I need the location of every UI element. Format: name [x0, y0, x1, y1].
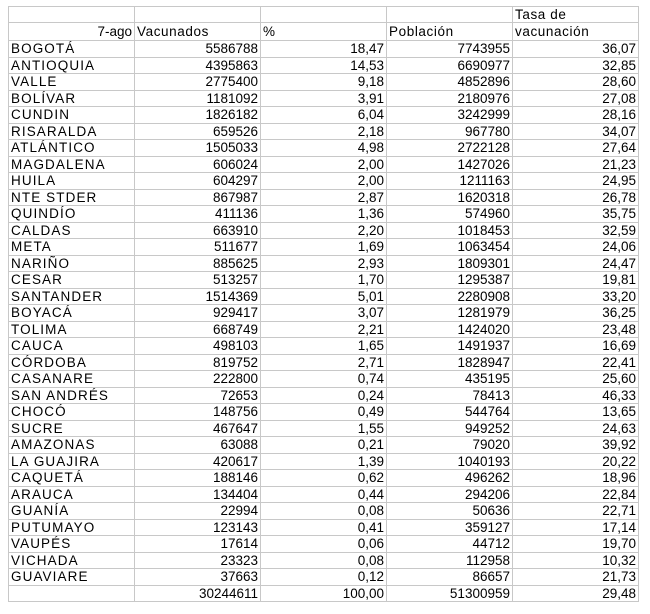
vacunados-cell[interactable]: 867987 [135, 189, 261, 206]
vacunados-cell[interactable]: 123143 [135, 519, 261, 536]
table-row [9, 371, 639, 388]
pct-cell[interactable]: 3,91 [261, 90, 387, 107]
department-cell[interactable]: ANTIOQUIA [9, 57, 135, 74]
department-cell[interactable]: LA GUAJIRA [9, 453, 135, 470]
table-body [9, 41, 639, 602]
table-row [9, 140, 639, 157]
tasa-cell[interactable]: 39,92 [513, 437, 639, 454]
department-cell[interactable]: GUAVIARE [9, 569, 135, 586]
pct-cell[interactable]: 0,08 [261, 503, 387, 520]
department-cell[interactable]: ATLÁNTICO [9, 140, 135, 157]
table-row [9, 206, 639, 223]
department-cell[interactable]: PUTUMAYO [9, 519, 135, 536]
pct-cell[interactable]: 0,74 [261, 371, 387, 388]
pct-cell[interactable]: 2,20 [261, 222, 387, 239]
poblacion-cell[interactable]: 2280908 [387, 288, 513, 305]
department-cell[interactable]: VICHADA [9, 552, 135, 569]
poblacion-cell[interactable]: 574960 [387, 206, 513, 223]
pct-cell[interactable]: 1,36 [261, 206, 387, 223]
tasa-cell[interactable]: 24,06 [513, 239, 639, 256]
table-row [9, 437, 639, 454]
department-cell[interactable]: VAUPÉS [9, 536, 135, 553]
header-cell-empty[interactable] [135, 7, 261, 23]
department-cell[interactable]: GUANÍA [9, 503, 135, 520]
total-pct-cell[interactable]: 100,00 [261, 585, 387, 602]
poblacion-cell[interactable]: 7743955 [387, 41, 513, 58]
poblacion-cell[interactable]: 78413 [387, 387, 513, 404]
vacunados-cell[interactable]: 148756 [135, 404, 261, 421]
vacunados-cell[interactable]: 511677 [135, 239, 261, 256]
department-cell[interactable]: BOYACÁ [9, 305, 135, 322]
header-pct[interactable]: % [261, 23, 387, 41]
table-row [9, 453, 639, 470]
header-cell-empty[interactable] [261, 7, 387, 23]
tasa-cell[interactable]: 22,71 [513, 503, 639, 520]
poblacion-cell[interactable]: 1063454 [387, 239, 513, 256]
pct-cell[interactable]: 2,18 [261, 123, 387, 140]
vacunados-cell[interactable]: 23323 [135, 552, 261, 569]
tasa-cell[interactable]: 17,14 [513, 519, 639, 536]
header-vacunados[interactable]: Vacunados [135, 23, 261, 41]
total-tasa-cell[interactable]: 29,48 [513, 585, 639, 602]
department-cell[interactable]: CÓRDOBA [9, 354, 135, 371]
tasa-cell[interactable]: 20,22 [513, 453, 639, 470]
table-row [9, 255, 639, 272]
pct-cell[interactable]: 0,08 [261, 552, 387, 569]
vaccination-table [8, 6, 639, 602]
department-cell[interactable]: VALLE [9, 74, 135, 91]
poblacion-cell[interactable]: 4852896 [387, 74, 513, 91]
department-cell[interactable]: CAUCA [9, 338, 135, 355]
vacunados-cell[interactable]: 37663 [135, 569, 261, 586]
poblacion-cell[interactable]: 1281979 [387, 305, 513, 322]
tasa-cell[interactable]: 27,08 [513, 90, 639, 107]
table-row [9, 305, 639, 322]
department-cell[interactable]: CAQUETÁ [9, 470, 135, 487]
department-cell[interactable]: NTE STDER [9, 189, 135, 206]
department-cell[interactable]: AMAZONAS [9, 437, 135, 454]
department-cell[interactable]: HUILA [9, 173, 135, 190]
table-row [9, 107, 639, 124]
pct-cell[interactable]: 14,53 [261, 57, 387, 74]
vacunados-cell[interactable]: 668749 [135, 321, 261, 338]
tasa-cell[interactable]: 34,07 [513, 123, 639, 140]
poblacion-cell[interactable]: 435195 [387, 371, 513, 388]
vacunados-cell[interactable]: 1181092 [135, 90, 261, 107]
vacunados-cell[interactable]: 659526 [135, 123, 261, 140]
pct-cell[interactable]: 2,00 [261, 173, 387, 190]
table-row [9, 123, 639, 140]
poblacion-cell[interactable]: 1040193 [387, 453, 513, 470]
pct-cell[interactable]: 2,71 [261, 354, 387, 371]
header-row [9, 23, 639, 41]
department-cell[interactable]: MAGDALENA [9, 156, 135, 173]
pct-cell[interactable]: 2,93 [261, 255, 387, 272]
tasa-cell[interactable]: 21,23 [513, 156, 639, 173]
poblacion-cell[interactable]: 1491937 [387, 338, 513, 355]
table-row [9, 503, 639, 520]
totals-row [9, 585, 639, 602]
pct-cell[interactable]: 1,65 [261, 338, 387, 355]
pct-cell[interactable]: 0,21 [261, 437, 387, 454]
pct-cell[interactable]: 3,07 [261, 305, 387, 322]
table-row [9, 519, 639, 536]
vacunados-cell[interactable]: 222800 [135, 371, 261, 388]
tasa-cell[interactable]: 24,95 [513, 173, 639, 190]
poblacion-cell[interactable]: 50636 [387, 503, 513, 520]
pct-cell[interactable]: 1,70 [261, 272, 387, 289]
tasa-cell[interactable]: 25,60 [513, 371, 639, 388]
poblacion-cell[interactable]: 1828947 [387, 354, 513, 371]
poblacion-cell[interactable]: 1018453 [387, 222, 513, 239]
vacunados-cell[interactable]: 885625 [135, 255, 261, 272]
vacunados-cell[interactable]: 606024 [135, 156, 261, 173]
vacunados-cell[interactable]: 5586788 [135, 41, 261, 58]
vacunados-cell[interactable]: 929417 [135, 305, 261, 322]
poblacion-cell[interactable]: 2722128 [387, 140, 513, 157]
pct-cell[interactable]: 0,44 [261, 486, 387, 503]
tasa-cell[interactable]: 24,63 [513, 420, 639, 437]
vacunados-cell[interactable]: 72653 [135, 387, 261, 404]
tasa-cell[interactable]: 36,07 [513, 41, 639, 58]
poblacion-cell[interactable]: 1295387 [387, 272, 513, 289]
table-row [9, 288, 639, 305]
vacunados-cell[interactable]: 1514369 [135, 288, 261, 305]
department-cell[interactable]: CHOCÓ [9, 404, 135, 421]
pct-cell[interactable]: 1,39 [261, 453, 387, 470]
tasa-cell[interactable]: 21,73 [513, 569, 639, 586]
total-poblacion-cell[interactable]: 51300959 [387, 585, 513, 602]
tasa-cell[interactable]: 18,96 [513, 470, 639, 487]
department-cell[interactable]: CESAR [9, 272, 135, 289]
pct-cell[interactable]: 1,55 [261, 420, 387, 437]
header-poblacion[interactable]: Población [387, 23, 513, 41]
table-row [9, 420, 639, 437]
vacunados-cell[interactable]: 604297 [135, 173, 261, 190]
table-row [9, 486, 639, 503]
poblacion-cell[interactable]: 496262 [387, 470, 513, 487]
vacunados-cell[interactable]: 17614 [135, 536, 261, 553]
pct-cell[interactable]: 1,69 [261, 239, 387, 256]
table-row [9, 470, 639, 487]
vacunados-cell[interactable]: 819752 [135, 354, 261, 371]
department-cell[interactable]: CASANARE [9, 371, 135, 388]
header-date[interactable]: 7-ago [9, 23, 135, 41]
pct-cell[interactable]: 5,01 [261, 288, 387, 305]
pct-cell[interactable]: 2,00 [261, 156, 387, 173]
tasa-cell[interactable]: 32,85 [513, 57, 639, 74]
pct-cell[interactable]: 4,98 [261, 140, 387, 157]
table-row [9, 404, 639, 421]
pct-cell[interactable]: 0,41 [261, 519, 387, 536]
tasa-cell[interactable]: 24,47 [513, 255, 639, 272]
total-vacunados-cell[interactable]: 30244611 [135, 585, 261, 602]
vacunados-cell[interactable]: 1826182 [135, 107, 261, 124]
vacunados-cell[interactable]: 134404 [135, 486, 261, 503]
vacunados-cell[interactable]: 4395863 [135, 57, 261, 74]
department-cell[interactable]: TOLIMA [9, 321, 135, 338]
poblacion-cell[interactable]: 3242999 [387, 107, 513, 124]
vacunados-cell[interactable]: 420617 [135, 453, 261, 470]
tasa-cell[interactable]: 23,48 [513, 321, 639, 338]
tasa-cell[interactable]: 35,75 [513, 206, 639, 223]
table-row [9, 536, 639, 553]
table-row [9, 90, 639, 107]
tasa-cell[interactable]: 28,60 [513, 74, 639, 91]
table-row [9, 189, 639, 206]
table-row [9, 156, 639, 173]
poblacion-cell[interactable]: 359127 [387, 519, 513, 536]
vacunados-cell[interactable]: 467647 [135, 420, 261, 437]
department-cell[interactable]: SUCRE [9, 420, 135, 437]
poblacion-cell[interactable]: 1424020 [387, 321, 513, 338]
tasa-cell[interactable]: 26,78 [513, 189, 639, 206]
department-cell[interactable]: SANTANDER [9, 288, 135, 305]
total-department-cell[interactable] [9, 585, 135, 602]
vacunados-cell[interactable]: 411136 [135, 206, 261, 223]
tasa-cell[interactable]: 22,84 [513, 486, 639, 503]
department-cell[interactable]: RISARALDA [9, 123, 135, 140]
header-cell-empty[interactable] [387, 7, 513, 23]
poblacion-cell[interactable]: 967780 [387, 123, 513, 140]
tasa-cell[interactable]: 13,65 [513, 404, 639, 421]
department-cell[interactable]: CALDAS [9, 222, 135, 239]
table-row [9, 57, 639, 74]
tasa-cell[interactable]: 22,41 [513, 354, 639, 371]
pct-cell[interactable]: 0,12 [261, 569, 387, 586]
vacunados-cell[interactable]: 22994 [135, 503, 261, 520]
header-row-top [9, 7, 639, 23]
tasa-cell[interactable]: 32,59 [513, 222, 639, 239]
poblacion-cell[interactable]: 1427026 [387, 156, 513, 173]
header-tasa-line2[interactable]: vacunación [513, 23, 639, 41]
department-cell[interactable]: ARAUCA [9, 486, 135, 503]
pct-cell[interactable]: 0,24 [261, 387, 387, 404]
header-tasa-line1[interactable]: Tasa de [513, 7, 639, 23]
vacunados-cell[interactable]: 1505033 [135, 140, 261, 157]
department-cell[interactable]: META [9, 239, 135, 256]
poblacion-cell[interactable]: 544764 [387, 404, 513, 421]
table-row [9, 41, 639, 58]
department-cell[interactable]: SAN ANDRÉS [9, 387, 135, 404]
pct-cell[interactable]: 18,47 [261, 41, 387, 58]
poblacion-cell[interactable]: 86657 [387, 569, 513, 586]
department-cell[interactable]: BOLÍVAR [9, 90, 135, 107]
vacunados-cell[interactable]: 498103 [135, 338, 261, 355]
tasa-cell[interactable]: 46,33 [513, 387, 639, 404]
vacunados-cell[interactable]: 188146 [135, 470, 261, 487]
vacunados-cell[interactable]: 63088 [135, 437, 261, 454]
department-cell[interactable]: BOGOTÁ [9, 41, 135, 58]
pct-cell[interactable]: 0,62 [261, 470, 387, 487]
table-row [9, 272, 639, 289]
table-row [9, 338, 639, 355]
tasa-cell[interactable]: 36,25 [513, 305, 639, 322]
table-row [9, 321, 639, 338]
tasa-cell[interactable]: 33,20 [513, 288, 639, 305]
table-row [9, 74, 639, 91]
header-cell-empty[interactable] [9, 7, 135, 23]
tasa-cell[interactable]: 16,69 [513, 338, 639, 355]
poblacion-cell[interactable]: 1809301 [387, 255, 513, 272]
tasa-cell[interactable]: 10,32 [513, 552, 639, 569]
table-row [9, 552, 639, 569]
tasa-cell[interactable]: 27,64 [513, 140, 639, 157]
pct-cell[interactable]: 0,49 [261, 404, 387, 421]
poblacion-cell[interactable]: 1620318 [387, 189, 513, 206]
pct-cell[interactable]: 2,21 [261, 321, 387, 338]
poblacion-cell[interactable]: 1211163 [387, 173, 513, 190]
department-cell[interactable]: CUNDIN [9, 107, 135, 124]
pct-cell[interactable]: 9,18 [261, 74, 387, 91]
table-row [9, 222, 639, 239]
pct-cell[interactable]: 2,87 [261, 189, 387, 206]
pct-cell[interactable]: 0,06 [261, 536, 387, 553]
table-row [9, 239, 639, 256]
poblacion-cell[interactable]: 6690977 [387, 57, 513, 74]
table-row [9, 354, 639, 371]
poblacion-cell[interactable]: 294206 [387, 486, 513, 503]
vacunados-cell[interactable]: 513257 [135, 272, 261, 289]
pct-cell[interactable]: 6,04 [261, 107, 387, 124]
poblacion-cell[interactable]: 79020 [387, 437, 513, 454]
poblacion-cell[interactable]: 44712 [387, 536, 513, 553]
department-cell[interactable]: QUINDÍO [9, 206, 135, 223]
tasa-cell[interactable]: 19,81 [513, 272, 639, 289]
vacunados-cell[interactable]: 663910 [135, 222, 261, 239]
tasa-cell[interactable]: 28,16 [513, 107, 639, 124]
poblacion-cell[interactable]: 949252 [387, 420, 513, 437]
table-row [9, 569, 639, 586]
department-cell[interactable]: NARIÑO [9, 255, 135, 272]
poblacion-cell[interactable]: 112958 [387, 552, 513, 569]
table-row [9, 173, 639, 190]
table-row [9, 387, 639, 404]
tasa-cell[interactable]: 19,70 [513, 536, 639, 553]
poblacion-cell[interactable]: 2180976 [387, 90, 513, 107]
vacunados-cell[interactable]: 2775400 [135, 74, 261, 91]
